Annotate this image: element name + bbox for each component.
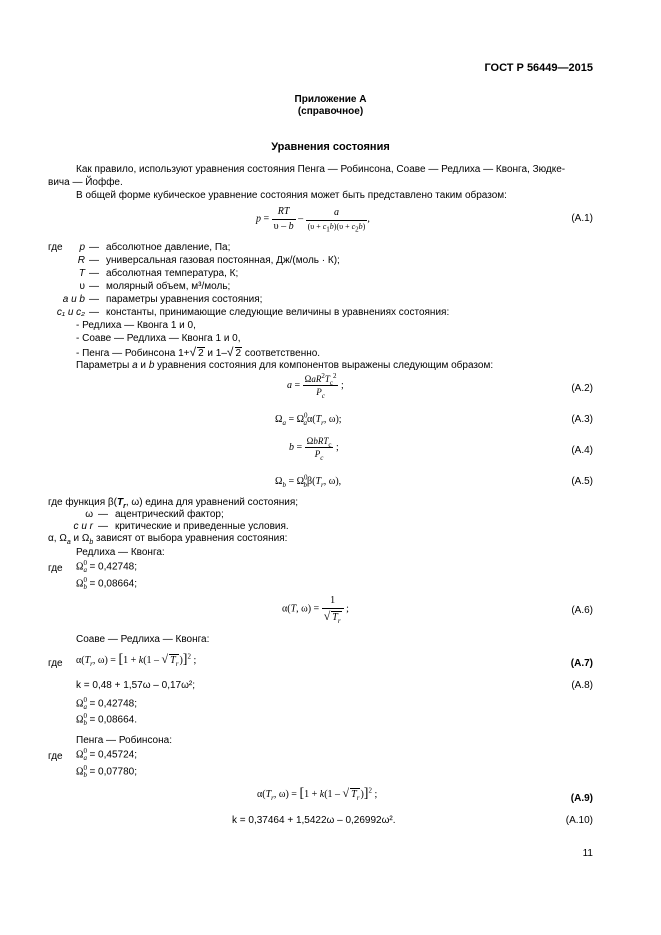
- section-title: Уравнения состояния: [271, 141, 390, 153]
- srk-omega-a: Ω 0 a = 0,42748;: [76, 696, 137, 711]
- where-label: где: [48, 751, 63, 762]
- where-label: где: [48, 658, 63, 669]
- bullet-pr-part1: - Пенга — Робинсона 1+: [76, 348, 190, 359]
- srk-omega-b: Ω 0 b = 0,08664.: [76, 712, 137, 727]
- equation-a2: a = $\frac{\Omega aR^2T_c^2}{P_c}$ ;: [287, 372, 344, 401]
- def-sym-omega: ω: [85, 509, 93, 520]
- function-line: где функция $\beta(T_r$, ω) едина для уравнений состояния;: [48, 497, 299, 510]
- def-text-c: константы, принимающие следующие величины в уравнениях состояния:: [106, 307, 450, 318]
- where-label: где: [48, 242, 63, 253]
- rk-omega-a: Ω 0 a = 0,42748;: [76, 559, 137, 574]
- def-dash: —: [89, 255, 99, 266]
- def-dash: —: [98, 521, 108, 532]
- bullet-pr-part2: и 1–: [204, 348, 227, 359]
- def-text-p: абсолютное давление, Па;: [106, 242, 231, 253]
- eq-number-a10: (А.10): [565, 815, 593, 826]
- eq-number-a4: (А.4): [571, 445, 593, 456]
- def-text-omega: ацентрический фактор;: [115, 509, 224, 520]
- depends-line: α, $\Omega_a$ и $\Omega_b$ зависят от выбора уравнения состояния:: [48, 533, 288, 546]
- intro-line-3: В общей форме кубическое уравнение состояния может быть представлено таким образом:: [76, 190, 507, 201]
- bullet-rk: - Редлиха — Квонга 1 и 0,: [76, 320, 196, 331]
- intro-line-2: вича — Йоффе.: [48, 177, 123, 188]
- standard-number: ГОСТ Р 56449—2015: [484, 62, 593, 74]
- equation-a7: $\alpha(T_r$, ω) = [1 + k(1 – √ $T_r)]^2$ ;: [76, 652, 197, 668]
- def-sym-cr: c и r: [73, 521, 93, 532]
- eq-number-a2: (А.2): [571, 383, 593, 394]
- sqrt-value: 2: [235, 348, 242, 359]
- sqrt-icon: √: [189, 345, 197, 359]
- srk-title: Соаве — Редлиха — Квонга:: [76, 634, 210, 645]
- eq-number-a7: (А.7): [570, 658, 593, 669]
- def-text-ab: параметры уравнения состояния;: [106, 294, 263, 305]
- eq-number-a8: (А.8): [571, 680, 593, 691]
- equation-a4: b = $\frac{\Omega bRT_c}{P_c}$ ;: [289, 436, 339, 463]
- def-dash: —: [98, 509, 108, 520]
- def-sym-ab: a и b: [62, 294, 85, 305]
- equation-a5: $\Omega_b = \Omega^0_b\beta(T_r$, ω),: [275, 473, 342, 489]
- equation-a3: $\Omega_a = \Omega^0_a\alpha(T_r$, ω);: [275, 411, 342, 427]
- pr-title: Пенга — Робинсона:: [76, 735, 172, 746]
- bullet-pr: [76, 345, 320, 359]
- def-dash: —: [89, 294, 99, 305]
- bullet-srk: - Соаве — Редлиха — Квонга 1 и 0,: [76, 333, 241, 344]
- where-label: где: [48, 563, 63, 574]
- eq-number-a5: (А.5): [571, 476, 593, 487]
- params-intro: Параметры a и b уравнения состояния для компонентов выражены следующим образом:: [76, 360, 494, 371]
- def-text-t: абсолютная температура, К;: [106, 268, 239, 279]
- def-dash: —: [89, 307, 99, 318]
- def-dash: —: [89, 242, 99, 253]
- equation-a9: $\alpha(T_r$, ω) = [1 + k(1 – √ $T_r)]^2$ ;: [257, 786, 378, 802]
- appendix-title: Приложение А: [294, 94, 367, 105]
- def-text-v: молярный объем, м³/моль;: [106, 281, 231, 292]
- def-dash: —: [89, 281, 99, 292]
- srk-k: k = 0,48 + 1,57ω – 0,17ω²;: [76, 680, 196, 691]
- def-sym-r: R: [77, 255, 85, 266]
- rk-title: Редлиха — Квонга:: [76, 547, 165, 558]
- def-text-cr: критические и приведенные условия.: [115, 521, 289, 532]
- def-sym-v: υ: [79, 281, 85, 292]
- sqrt-icon: √: [226, 345, 234, 359]
- equation-a1: p = $\frac{RT}{\upsilon - b}$ – $\frac{a}{(\upsilon + c_1b)(\upsilon + c_2b)}$ ,: [256, 206, 370, 234]
- intro-line-1: Как правило, используют уравнения состояния Пенга — Робинсона, Соаве — Редлиха — Квонга, Зюдке-: [76, 164, 566, 175]
- sqrt-value: 2: [198, 348, 204, 359]
- page-number: 11: [582, 848, 593, 859]
- def-dash: —: [89, 268, 99, 279]
- def-sym-c: c₁ и c₂: [56, 307, 85, 318]
- def-text-r: универсальная газовая постоянная, Дж/(моль · К);: [106, 255, 340, 266]
- appendix-subtitle: (справочное): [297, 106, 364, 117]
- bullet-pr-part3: соответственно.: [242, 348, 321, 359]
- def-sym-t: T: [78, 268, 85, 279]
- eq-number-a9: (А.9): [570, 793, 593, 804]
- pr-omega-a: Ω 0 a = 0,45724;: [76, 747, 137, 762]
- eq-number-a1: (А.1): [571, 213, 593, 224]
- eq-number-a3: (А.3): [571, 414, 593, 425]
- pr-omega-b: Ω 0 b = 0,07780;: [76, 764, 137, 779]
- eq-number-a6: (А.6): [571, 605, 593, 616]
- equation-a6: α(T, ω) = $\frac{1}{√ T_r}$ ;: [282, 595, 349, 625]
- def-sym-p: p: [79, 242, 85, 253]
- rk-omega-b: Ω 0 b = 0,08664;: [76, 576, 137, 591]
- pr-k: k = 0,37464 + 1,5422ω – 0,26992ω².: [232, 815, 396, 826]
